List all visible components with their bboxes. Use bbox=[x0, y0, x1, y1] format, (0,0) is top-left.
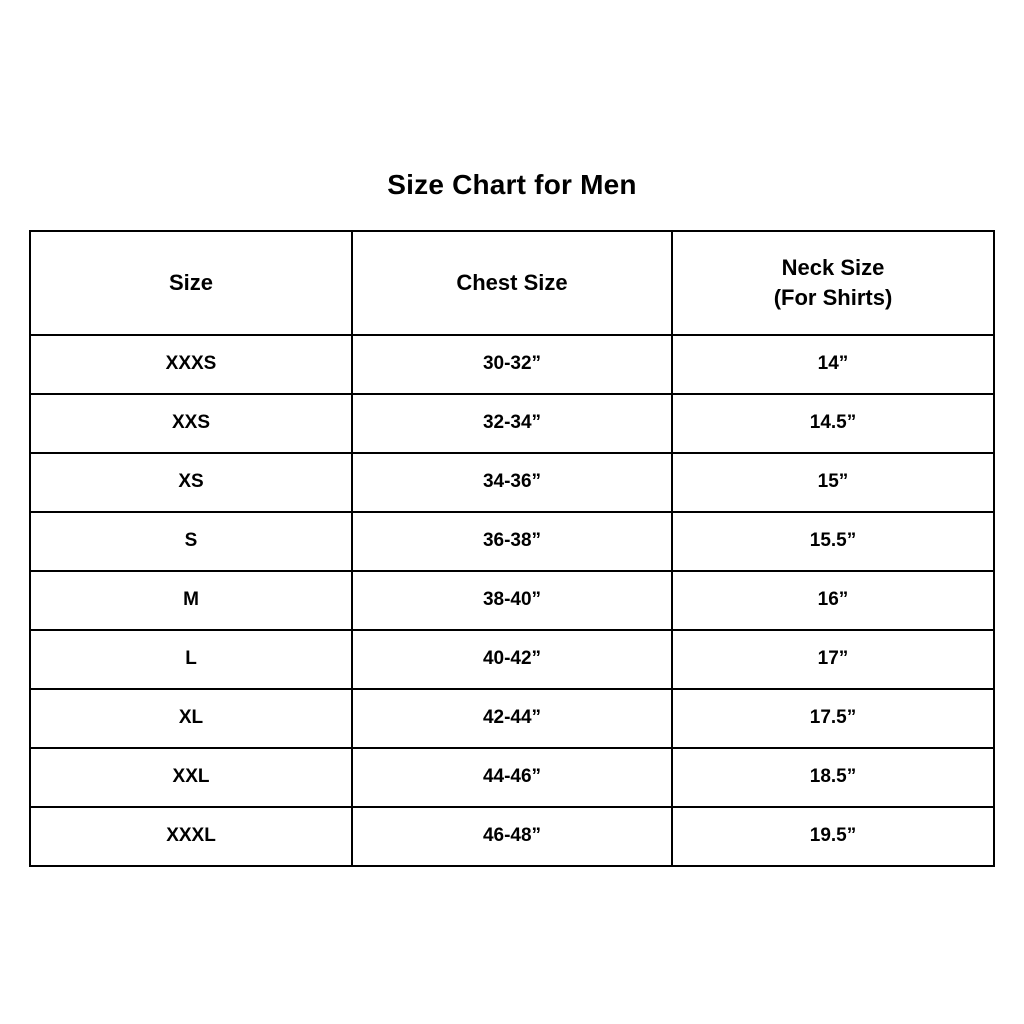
cell-size: XS bbox=[30, 453, 352, 512]
size-table bbox=[29, 230, 995, 867]
cell-neck: 18.5” bbox=[672, 748, 994, 807]
table-header-row bbox=[30, 231, 994, 335]
table-row bbox=[30, 394, 994, 453]
cell-chest: 44-46” bbox=[352, 748, 672, 807]
cell-chest: 30-32” bbox=[352, 335, 672, 394]
cell-chest: 42-44” bbox=[352, 689, 672, 748]
cell-neck: 14.5” bbox=[672, 394, 994, 453]
cell-neck: 17.5” bbox=[672, 689, 994, 748]
cell-chest: 40-42” bbox=[352, 630, 672, 689]
column-header-neck-size bbox=[672, 231, 994, 335]
column-header-size bbox=[30, 231, 352, 335]
page-title: Size Chart for Men bbox=[387, 169, 637, 200]
cell-neck: 14” bbox=[672, 335, 994, 394]
table-body bbox=[30, 335, 994, 866]
table-row bbox=[30, 512, 994, 571]
cell-chest: 34-36” bbox=[352, 453, 672, 512]
cell-chest: 38-40” bbox=[352, 571, 672, 630]
cell-size: XXXL bbox=[30, 807, 352, 866]
table-row bbox=[30, 689, 994, 748]
cell-size: XXXS bbox=[30, 335, 352, 394]
table-row bbox=[30, 807, 994, 866]
cell-chest: 36-38” bbox=[352, 512, 672, 571]
column-header-neck-size-label: Neck Size bbox=[781, 254, 885, 280]
cell-neck: 15” bbox=[672, 453, 994, 512]
cell-size: S bbox=[30, 512, 352, 571]
cell-size: M bbox=[30, 571, 352, 630]
table-header bbox=[30, 231, 994, 335]
table-row bbox=[30, 630, 994, 689]
table-row bbox=[30, 335, 994, 394]
column-header-size-label: Size bbox=[168, 269, 214, 295]
column-header-neck-size-sublabel: (For Shirts) bbox=[773, 284, 893, 310]
cell-size: XXL bbox=[30, 748, 352, 807]
cell-neck: 19.5” bbox=[672, 807, 994, 866]
column-header-chest-size bbox=[352, 231, 672, 335]
cell-size: L bbox=[30, 630, 352, 689]
cell-size: XL bbox=[30, 689, 352, 748]
table-row bbox=[30, 453, 994, 512]
column-header-chest-size-label: Chest Size bbox=[456, 269, 568, 295]
table-row bbox=[30, 748, 994, 807]
cell-chest: 46-48” bbox=[352, 807, 672, 866]
cell-chest: 32-34” bbox=[352, 394, 672, 453]
cell-size: XXS bbox=[30, 394, 352, 453]
cell-neck: 16” bbox=[672, 571, 994, 630]
cell-neck: 15.5” bbox=[672, 512, 994, 571]
table-row bbox=[30, 571, 994, 630]
cell-neck: 17” bbox=[672, 630, 994, 689]
size-table-container bbox=[29, 230, 995, 867]
